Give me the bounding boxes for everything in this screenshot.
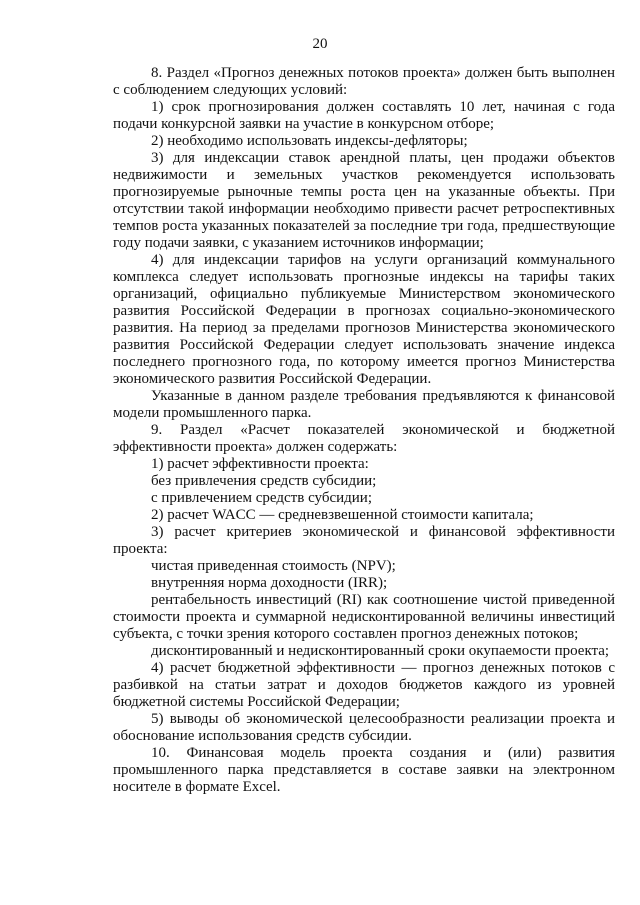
list-item: 2) расчет WACC — средневзвешенной стоимости капитала; — [151, 507, 534, 523]
list-item: 3) расчет критериев экономической и финансовой эффективности проекта: — [113, 524, 615, 557]
page-number: 20 — [312, 36, 328, 52]
list-item: 1) расчет эффективности проекта: — [151, 456, 369, 472]
list-item: с привлечением средств субсидии; — [151, 490, 373, 506]
paragraph: Указанные в данном разделе требования предъявляются к финансовой модели промышленного парка. — [113, 388, 615, 421]
list-item: 3) для индексации ставок арендной платы, цен продажи объектов недвижимости и земельных участков рекомендуется использовать прогнозируемые рыночные темпы роста цен на указанные объекты. При отсутствии такой информации необходимо привести расчет ретроспективных темпов роста указанных показателей за последние три года, предшествующие году подачи заявки, с указанием источников информации; — [113, 150, 615, 251]
list-item: чистая приведенная стоимость (NPV); — [151, 558, 396, 574]
list-item: 2) необходимо использовать индексы-дефляторы; — [151, 133, 468, 149]
list-item: внутренняя норма доходности (IRR); — [151, 575, 388, 591]
list-item: 4) расчет бюджетной эффективности — прогноз денежных потоков с разбивкой на статьи затрат и доходов бюджетов каждого из уровней бюджетной системы Российской Федерации; — [113, 660, 615, 710]
section-9-heading: 9. Раздел «Расчет показателей экономической и бюджетной эффективности проекта» должен содержать: — [113, 422, 615, 455]
list-item: рентабельность инвестиций (RI) как соотношение чистой приведенной стоимости проекта и суммарной недисконтированной величины инвестиций субъекта, с точки зрения которого составлен прогноз денежных потоков; — [113, 592, 615, 642]
section-8-heading: 8. Раздел «Прогноз денежных потоков проекта» должен быть выполнен с соблюдением следующих условий: — [113, 65, 615, 98]
section-10-paragraph: 10. Финансовая модель проекта создания и (или) развития промышленного парка представляется в составе заявки на электронном носителе в формате Excel. — [113, 745, 615, 795]
document-body — [113, 65, 615, 796]
list-item: 1) срок прогнозирования должен составлять 10 лет, начиная с года подачи конкурсной заявки на участие в конкурсном отборе; — [113, 99, 615, 132]
list-item: дисконтированный и недисконтированный сроки окупаемости проекта; — [151, 643, 610, 659]
list-item: 4) для индексации тарифов на услуги организаций коммунального комплекса следует использовать прогнозные индексы на тарифы таких организаций, официально публикуемые Министерством экономического развития Российской Федерации в прогнозах социально-экономического развития. На период за пределами прогнозов Министерства экономического развития Российской Федерации следует использовать значение индекса последнего прогнозного года, по которому имеется прогноз Министерства экономического развития Российской Федерации. — [113, 252, 615, 387]
list-item: 5) выводы об экономической целесообразности реализации проекта и обоснование использования средств субсидии. — [113, 711, 615, 744]
list-item: без привлечения средств субсидии; — [151, 473, 377, 489]
